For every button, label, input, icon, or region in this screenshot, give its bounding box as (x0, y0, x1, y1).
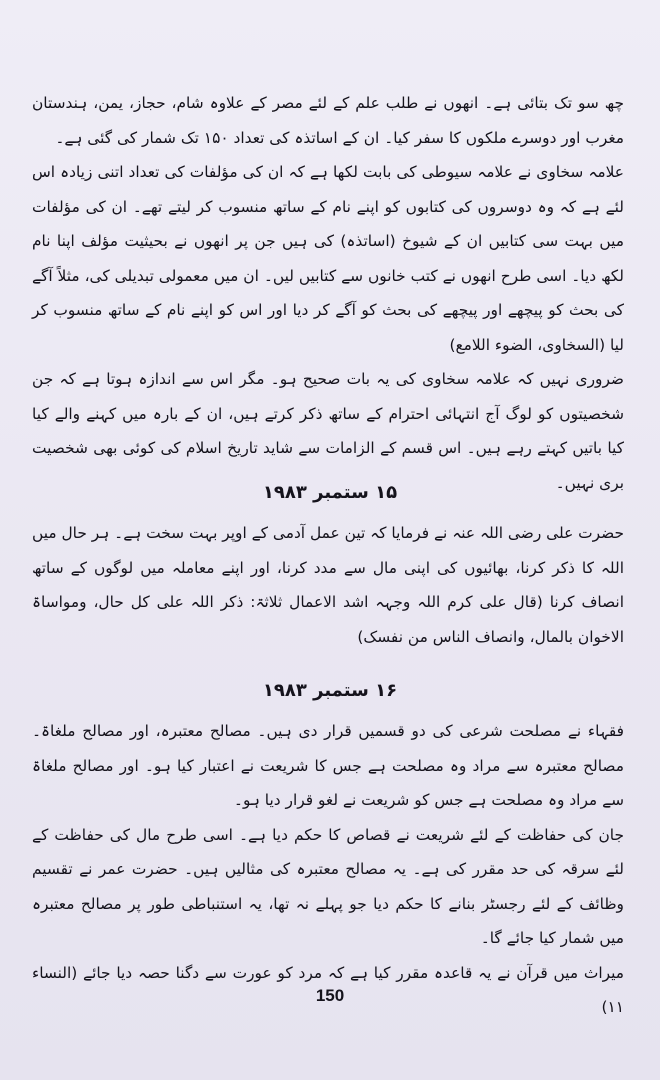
paragraph-masalih-examples: جان کی حفاظت کے لئے شریعت نے قصاص کا حکم دیا ہے۔ اسی طرح مال کی حفاظت کے لئے سرقہ کی حد مقرر کی ہے۔ یہ مصالح معتبرہ کی مثالیں ہیں۔ حضرت عمر نے تقسیم وظائف کے لئے رجسٹر بنانے کا حکم دیا جو پہلے نہ تھا، یہ استنباطی طور پر مصالح معتبرہ میں شمار کیا جائے گا۔ (32, 825, 624, 947)
paragraph-sakhawi-claim: علامہ سخاوی نے علامہ سیوطی کی بابت لکھا ہے کہ ان کی مؤلفات کی تعداد اتنی زیادہ اس لئے ہے کہ وہ دوسروں کی کتابوں کو اپنے نام کے ساتھ منسوب کر لیتے تھے۔ ان کی مؤلفات میں بہت سی کتابیں ان کے شیوخ (اساتذہ) کی ہیں جن پر انھوں نے بحیثیت مؤلف اپنا نام لکھ دیا۔ اسی طرح انھوں نے کتب خانوں سے کتابیں لیں۔ ان میں معمولی تبدیلی کی، مثلاً آگے کی بحث کو پیچھے اور پیچھے کی بحث کو آگے کر دیا اور اس کو اپنے نام کے ساتھ منسوب کر لیا (السخاوی، الضوء اللامع) (32, 163, 624, 354)
section-suyuti-text (32, 86, 624, 500)
date-heading-16-sept: ۱۶ ستمبر ۱۹۸۳ (262, 680, 398, 701)
page-number: 150 (315, 986, 345, 1005)
section-masalih (32, 714, 624, 1025)
paragraph-travels: چھ سو تک بتائی ہے۔ انھوں نے طلب علم کے لئے مصر کے علاوہ شام، حجاز، یمن، ہندستان مغرب اور دوسرے ملکوں کا سفر کیا۔ ان کے اساتذہ کی تعداد ۱۵۰ تک شمار کی گئی ہے۔ (32, 94, 624, 147)
paragraph-accusations: ضروری نہیں کہ علامہ سخاوی کی یہ بات صحیح ہو۔ مگر اس سے اندازہ ہوتا ہے کہ جن شخصیتوں کو لوگ آج انتہائی احترام کے ساتھ ذکر کرتے ہیں، ان کے بارہ میں کہنے والے کیا کیا باتیں کہتے رہے ہیں۔ اس قسم کے الزامات سے شاید تاریخ اسلام کی کوئی بھی شخصیت بری نہیں۔ (32, 370, 624, 492)
date-heading-15-sept: ۱۵ ستمبر ۱۹۸۳ (262, 482, 398, 503)
paragraph-masalih-types: فقہاء نے مصلحت شرعی کی دو قسمیں قرار دی ہیں۔ مصالح معتبرہ، اور مصالح ملغاۃ۔ مصالح معتبرہ سے مراد وہ مصلحت ہے جس کا شریعت نے اعتبار کیا ہو۔ اور مصالح ملغاۃ سے مراد وہ مصلحت ہے جس کو شریعت نے لغو قرار دیا ہو۔ (32, 722, 624, 809)
section-ali-saying (32, 516, 624, 654)
paragraph-inheritance: میراث میں قرآن نے یہ قاعدہ مقرر کیا ہے کہ مرد کو عورت سے دگنا حصہ دیا جائے (النساء ۱۱) (32, 963, 624, 1016)
paragraph-ali-quote: حضرت علی رضی اللہ عنہ نے فرمایا کہ تین عمل آدمی کے اوپر بہت سخت ہے۔ ہر حال میں اللہ کا ذکر کرنا، بھائیوں کی اپنی مال سے مدد کرنا، اور اپنے معاملہ میں لوگوں کے ساتھ انصاف کرنا (قال علی کرم اللہ وجہہ اشد الاعمال ثلاثۃ: ذکر اللہ علی کل حال، ومواساۃ الاخوان بالمال، وانصاف الناس من نفسک) (32, 524, 624, 646)
